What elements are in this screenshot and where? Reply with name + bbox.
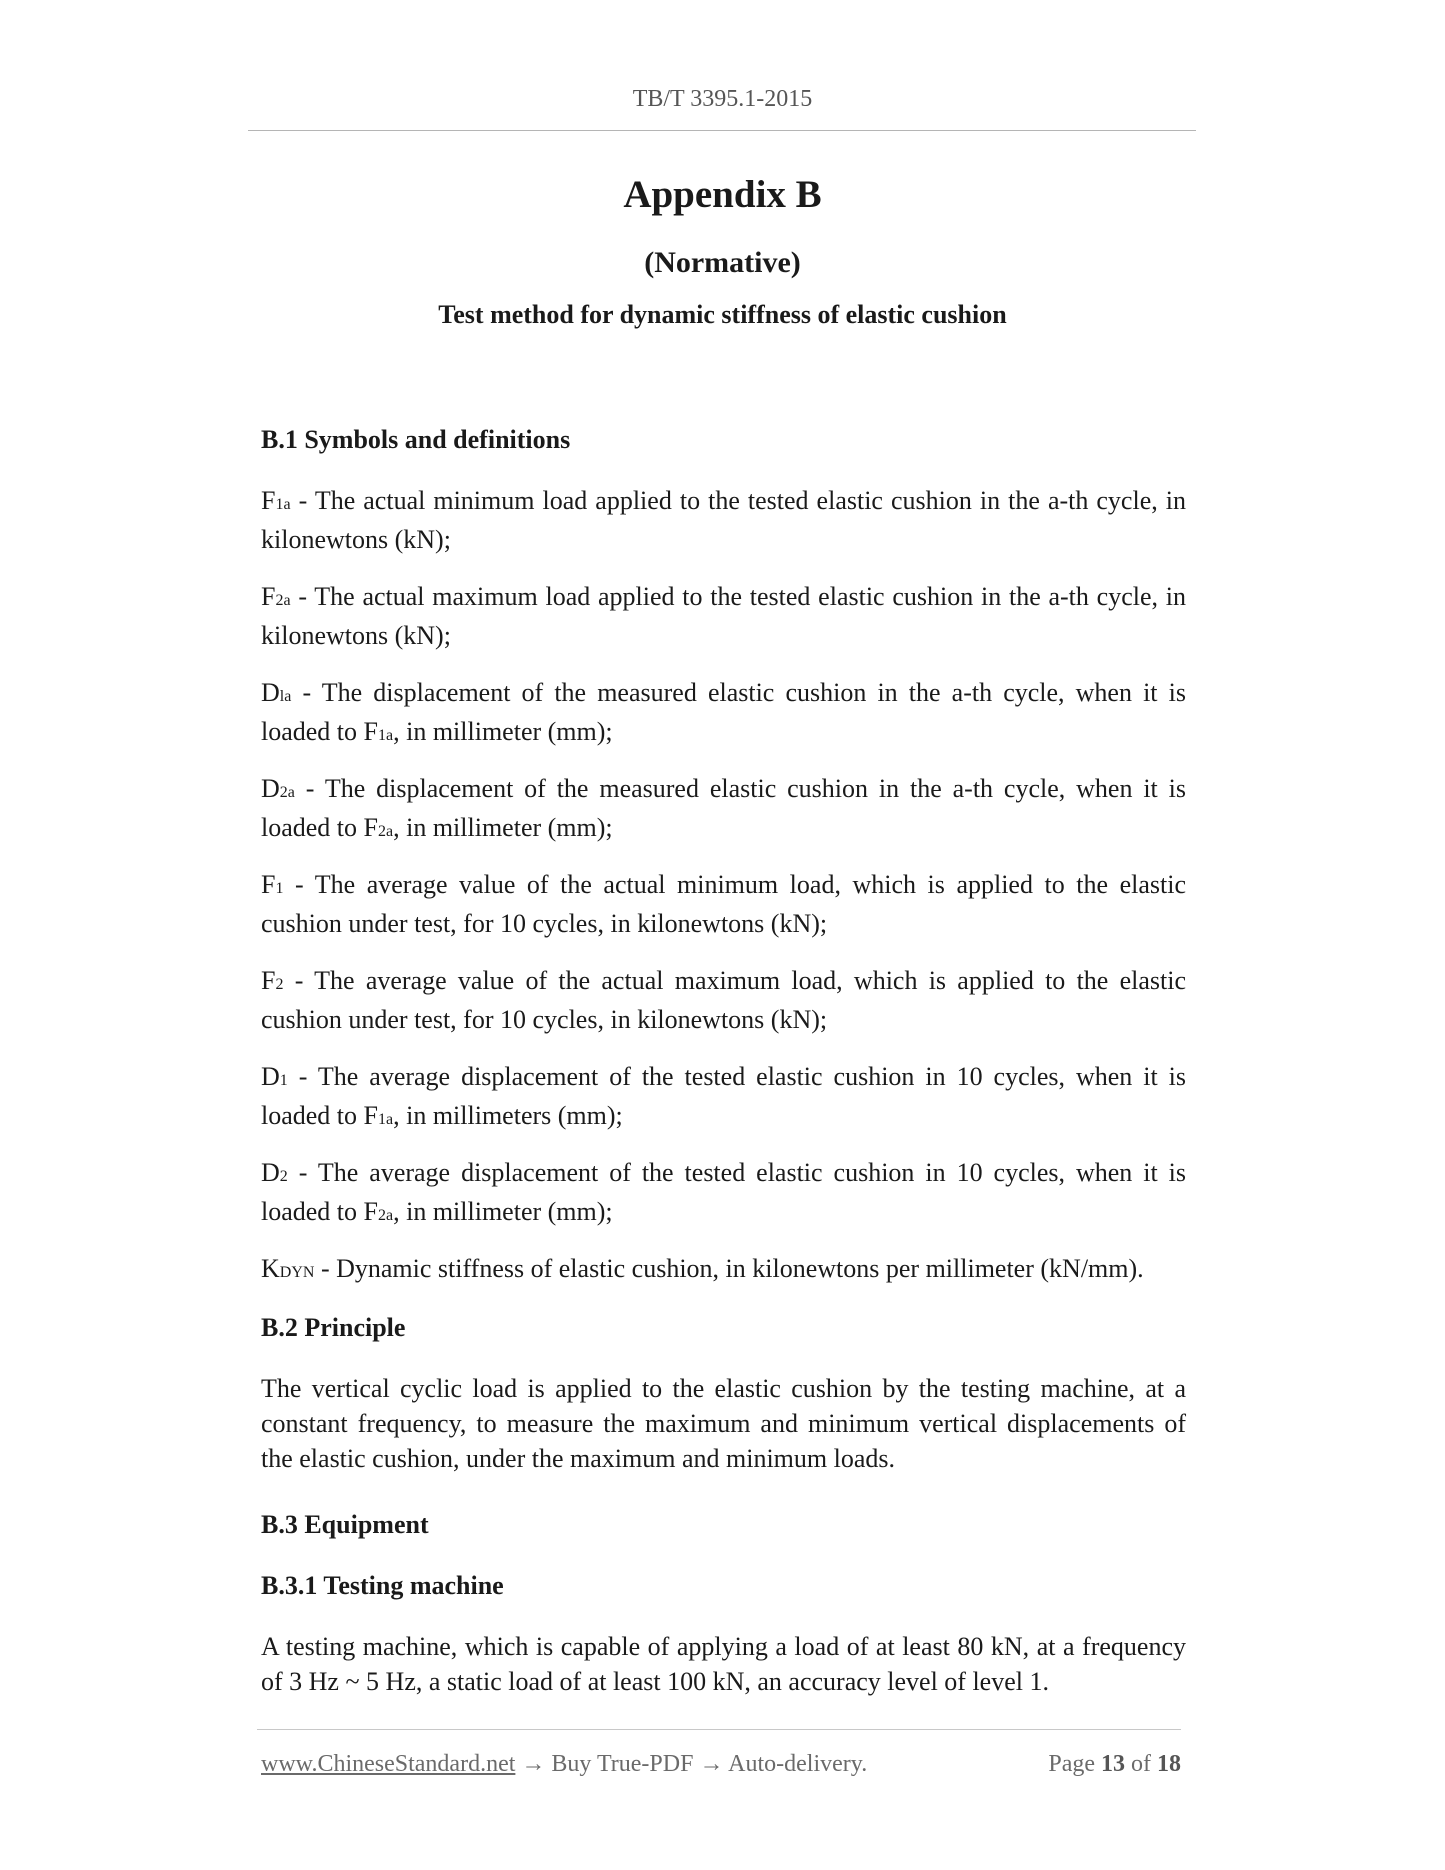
definition-symbol: F: [261, 870, 276, 899]
definition-subscript: 1: [279, 1072, 288, 1089]
definition-symbol: D: [261, 678, 280, 707]
definition-tail: , in millimeter (mm);: [393, 1197, 613, 1226]
definition-ref-subscript: 2a: [378, 1207, 394, 1224]
footer-promo: [261, 1751, 867, 1778]
principle-paragraph: The vertical cyclic load is applied to the elastic cushion by the testing machine, at a constant frequency, to measure the maximum and minimum vertical displacements of the elastic cushion, under the maximum and minimum loads.: [261, 1374, 1186, 1473]
definition-ref-subscript: 1a: [378, 1111, 394, 1128]
definition-ref-symbol: F: [363, 1101, 378, 1130]
definition-symbol: K: [261, 1254, 280, 1283]
definition-ref-symbol: F: [363, 1197, 378, 1226]
definition-symbol: D: [261, 774, 280, 803]
definition-text: - The displacement of the measured elastic cushion in the a-th cycle, when it is loaded to: [261, 774, 1186, 842]
footer-divider: [257, 1729, 1181, 1730]
page-indicator: [1048, 1751, 1181, 1778]
definition-symbol: F: [261, 966, 276, 995]
page-label: Page: [1048, 1751, 1095, 1777]
appendix-title: Appendix B: [623, 173, 822, 216]
definition-subscript: 2: [279, 1168, 288, 1185]
definition-text: - The actual minimum load applied to the tested elastic cushion in the a-th cycle, in kilonewtons (kN);: [261, 486, 1186, 554]
definition-ref-subscript: 2a: [378, 823, 394, 840]
auto-delivery-text: Auto-delivery.: [728, 1751, 868, 1777]
header-divider: [248, 130, 1196, 131]
definition-subscript: DYN: [279, 1264, 315, 1281]
definition-ref-symbol: F: [363, 717, 378, 746]
definition-symbol: F: [261, 582, 276, 611]
section-heading-b1: B.1 Symbols and definitions: [261, 425, 571, 454]
page-footer: [261, 1751, 1181, 1785]
definition-tail: , in millimeter (mm);: [393, 717, 613, 746]
testing-machine-paragraph: A testing machine, which is capable of applying a load of at least 80 kN, at a frequency of 3 Hz ~ 5 Hz, a static load of at least 100 kN, an accuracy level of level 1.: [261, 1632, 1186, 1696]
site-link[interactable]: www.ChineseStandard.net: [261, 1751, 516, 1777]
definition-subscript: la: [279, 688, 292, 705]
definition-text: - The actual maximum load applied to the tested elastic cushion in the a-th cycle, in kilonewtons (kN);: [261, 582, 1186, 650]
definition-subscript: 2: [275, 976, 284, 993]
definition-tail: , in millimeter (mm);: [393, 813, 613, 842]
definition-f1: [261, 867, 1186, 941]
arrow-right-icon: →: [699, 1751, 724, 1777]
definition-symbol: F: [261, 486, 276, 515]
definition-d1: [261, 1059, 1186, 1137]
definition-f1a: [261, 483, 1186, 557]
definition-subscript: 1a: [275, 496, 291, 513]
current-page: 13: [1101, 1751, 1125, 1777]
of-label: of: [1131, 1751, 1151, 1777]
definition-symbol: D: [261, 1062, 280, 1091]
appendix-subtitle: Test method for dynamic stiffness of elastic cushion: [438, 300, 1007, 329]
definition-text: - The displacement of the measured elastic cushion in the a-th cycle, when it is loaded to: [261, 678, 1186, 746]
definition-symbol: D: [261, 1158, 280, 1187]
definition-f2a: [261, 579, 1186, 653]
definition-text: - The average value of the actual minimum load, which is applied to the elastic cushion under test, for 10 cycles, in kilonewtons (kN);: [261, 870, 1186, 938]
definition-subscript: 2a: [279, 784, 295, 801]
section-heading-b2: B.2 Principle: [261, 1313, 406, 1342]
section-heading-b31: B.3.1 Testing machine: [261, 1571, 504, 1600]
definition-d1a: [261, 675, 1186, 753]
definition-d2: [261, 1155, 1186, 1233]
definition-d2a: [261, 771, 1186, 849]
arrow-right-icon: →: [521, 1751, 546, 1777]
definition-subscript: 1: [275, 880, 284, 897]
definition-tail: , in millimeters (mm);: [393, 1101, 623, 1130]
total-pages: 18: [1157, 1751, 1181, 1777]
definition-text: - The average displacement of the tested elastic cushion in 10 cycles, when it is loaded to: [261, 1062, 1186, 1130]
definition-subscript: 2a: [275, 592, 291, 609]
section-heading-b3: B.3 Equipment: [261, 1510, 429, 1539]
definition-ref-subscript: 1a: [378, 727, 394, 744]
definition-text: - The average value of the actual maximum load, which is applied to the elastic cushion under test, for 10 cycles, in kilonewtons (kN);: [261, 966, 1186, 1034]
document-code: TB/T 3395.1-2015: [632, 86, 813, 112]
definition-f2: [261, 963, 1186, 1037]
normative-label: (Normative): [644, 246, 801, 279]
buy-text: Buy True-PDF: [551, 1751, 694, 1777]
definition-text: - The average displacement of the tested elastic cushion in 10 cycles, when it is loaded to: [261, 1158, 1186, 1226]
definition-ref-symbol: F: [363, 813, 378, 842]
definition-kdyn: [261, 1251, 1186, 1290]
definition-text: - Dynamic stiffness of elastic cushion, in kilonewtons per millimeter (kN/mm).: [314, 1254, 1144, 1283]
